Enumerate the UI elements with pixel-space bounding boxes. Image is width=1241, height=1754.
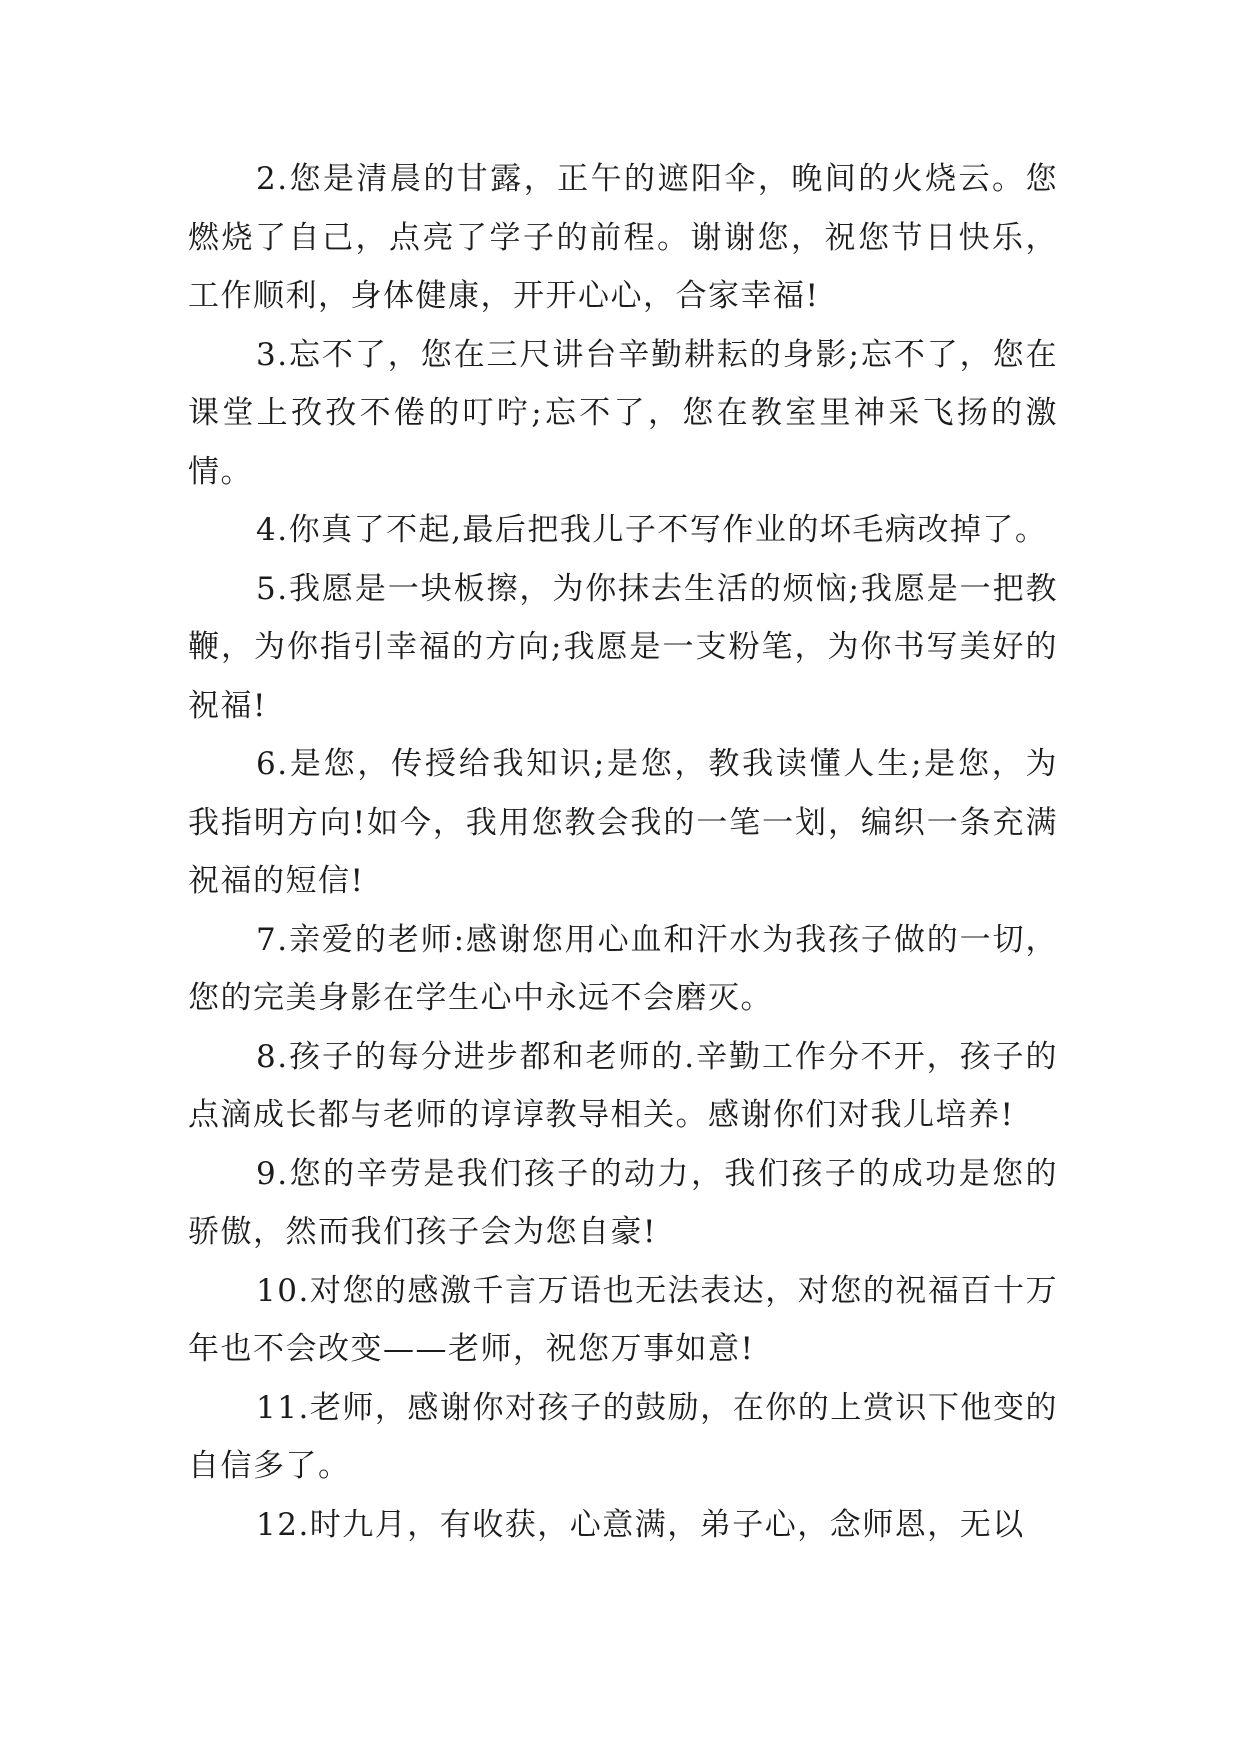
paragraph-11: 11.老师，感谢你对孩子的鼓励，在你的上赏识下他变的自信多了。 <box>188 1389 1058 1484</box>
paragraph-5: 5.我愿是一块板擦，为你抹去生活的烦恼;我愿是一把教鞭，为你指引幸福的方向;我愿是一支粉笔，为你书写美好的祝福! <box>188 570 1058 724</box>
paragraph-4: 4.你真了不起,最后把我儿子不写作业的坏毛病改掉了。 <box>256 512 1048 548</box>
paragraph-10: 10.对您的感激千言万语也无法表达，对您的祝福百十万年也不会改变——老师，祝您万事如意! <box>188 1272 1058 1367</box>
paragraph-9: 9.您的辛劳是我们孩子的动力，我们孩子的成功是您的骄傲，然而我们孩子会为您自豪! <box>188 1155 1058 1250</box>
paragraph-2: 2.您是清晨的甘露，正午的遮阳伞，晚间的火烧云。您燃烧了自己，点亮了学子的前程。谢谢您，祝您节日快乐，工作顺利，身体健康，开开心心，合家幸福! <box>188 161 1058 314</box>
paragraph-6: 6.是您，传授给我知识;是您，教我读懂人生;是您，为我指明方向!如今，我用您教会我的一笔一划，编织一条充满祝福的短信! <box>188 746 1058 899</box>
paragraph-8: 8.孩子的每分进步都和老师的.辛勤工作分不开，孩子的点滴成长都与老师的谆谆教导相关。感谢你们对我儿培养! <box>188 1038 1058 1133</box>
paragraph-12: 12.时九月，有收获，心意满，弟子心，念师恩，无以 <box>256 1506 1025 1543</box>
paragraph-3: 3.忘不了，您在三尺讲台辛勤耕耘的身影;忘不了，您在课堂上孜孜不倦的叮咛;忘不了，您在教室里神采飞扬的激情。 <box>188 336 1058 490</box>
paragraph-7: 7.亲爱的老师:感谢您用心血和汗水为我孩子做的一切，您的完美身影在学生心中永远不会磨灭。 <box>188 921 1058 1016</box>
document-body <box>188 150 1058 1554</box>
